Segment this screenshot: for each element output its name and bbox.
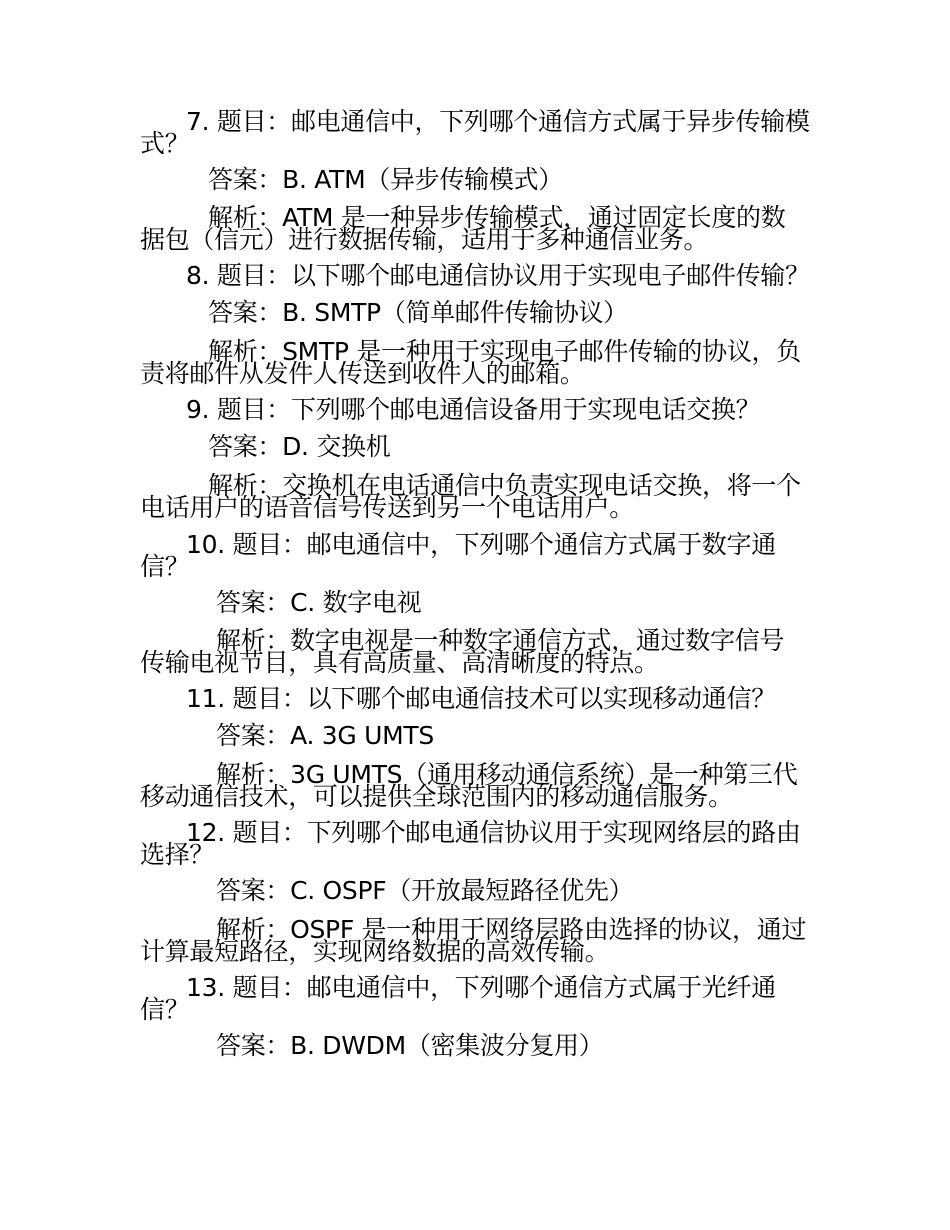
- answer-11: 答案：A. 3G UMTS: [216, 721, 434, 750]
- answer-12: 答案：C. OSPF（开放最短路径优先）: [216, 876, 634, 905]
- answer-7: 答案：B. ATM（异步传输模式）: [208, 165, 563, 194]
- question-8: 8. 题目：以下哪个邮电通信协议用于实现电子邮件传输？: [186, 261, 810, 290]
- explanation-8-line-2: 责将邮件从发件人传送到收件人的邮箱。: [140, 359, 585, 388]
- explanation-11-line-2: 移动通信技术，可以提供全球范围内的移动通信服务。: [140, 782, 733, 811]
- explanation-12-line-2: 计算最短路径，实现网络数据的高效传输。: [140, 937, 610, 966]
- question-9: 9. 题目：下列哪个邮电通信设备用于实现电话交换？: [186, 395, 761, 424]
- answer-10: 答案：C. 数字电视: [216, 588, 422, 617]
- explanation-9-line-1: 解析：交换机在电话通信中负责实现电话交换，将一个: [208, 471, 801, 500]
- explanation-7-line-1: 解析：ATM 是一种异步传输模式，通过固定长度的数: [208, 203, 786, 232]
- question-11: 11. 题目：以下哪个邮电通信技术可以实现移动通信？: [186, 684, 776, 713]
- question-13-line-2: 信？: [140, 995, 190, 1024]
- answer-13: 答案：B. DWDM（密集波分复用）: [216, 1031, 604, 1060]
- answer-8: 答案：B. SMTP（简单邮件传输协议）: [208, 298, 628, 327]
- question-7-line-2: 式？: [140, 129, 190, 158]
- explanation-11-line-1: 解析：3G UMTS（通用移动通信系统）是一种第三代: [216, 760, 798, 789]
- question-7-line-1: 7. 题目：邮电通信中，下列哪个通信方式属于异步传输模: [186, 107, 810, 136]
- answer-9: 答案：D. 交换机: [208, 432, 391, 461]
- explanation-12-line-1: 解析：OSPF 是一种用于网络层路由选择的协议，通过: [216, 915, 807, 944]
- explanation-7-line-2: 据包（信元）进行数据传输，适用于多种通信业务。: [140, 225, 709, 254]
- explanation-8-line-1: 解析：SMTP 是一种用于实现电子邮件传输的协议，负: [208, 337, 801, 366]
- question-10-line-2: 信？: [140, 552, 190, 581]
- explanation-10-line-2: 传输电视节目，具有高质量、高清晰度的特点。: [140, 648, 659, 677]
- question-12-line-1: 12. 题目：下列哪个邮电通信协议用于实现网络层的路由: [186, 818, 801, 847]
- explanation-9-line-2: 电话用户的语音信号传送到另一个电话用户。: [140, 493, 635, 522]
- question-12-line-2: 选择？: [140, 840, 215, 869]
- explanation-10-line-1: 解析：数字电视是一种数字通信方式，通过数字信号: [216, 626, 785, 655]
- question-13-line-1: 13. 题目：邮电通信中，下列哪个通信方式属于光纤通: [186, 973, 776, 1002]
- question-10-line-1: 10. 题目：邮电通信中，下列哪个通信方式属于数字通: [186, 530, 776, 559]
